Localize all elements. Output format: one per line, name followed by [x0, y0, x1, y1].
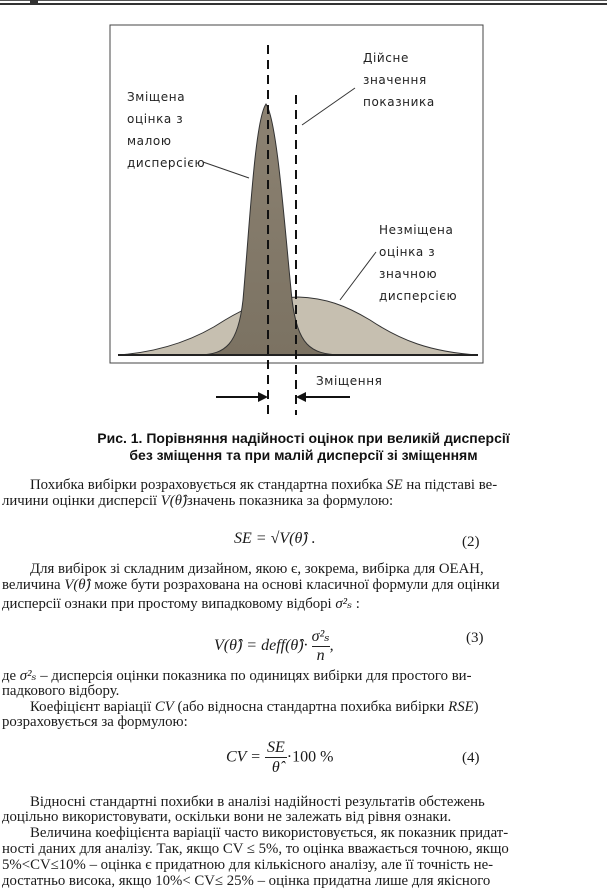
paragraph-4-line-1: Коефіцієнт варіації CV (або відносна стандартна похибка вибірки RSE) — [30, 699, 479, 715]
equation-2-number: (2) — [462, 534, 480, 550]
label-unbiased-estimate: Незміщена оцінка з значною дисперсією — [379, 223, 458, 303]
paragraph-2-line-1: Для вибірок зі складним дизайном, якою є, зокрема, вибірка для ОЕАН, — [30, 561, 484, 577]
figure-svg — [0, 0, 607, 420]
paragraph-5-line-1: Відносні стандартні похибки в аналізі надійності результатів обстежень — [30, 794, 485, 810]
paragraph-5-line-2: доцільно використовувати, оскільки вони не залежать від рівня ознаки. — [2, 809, 452, 825]
paragraph-6-line-2: ності даних для аналізу. Так, якщо CV ≤ 5%, то оцінка вважається точною, якщо — [2, 841, 509, 857]
label-true-value: Дійсне значення показника — [363, 51, 435, 109]
paragraph-1-line-1: Похибка вибірки розраховується як стандартна похибка SE на підставі ве- — [30, 477, 498, 493]
paragraph-1-line-2: личини оцінки дисперсії V(θ̂)значень показника за формулою: — [2, 493, 394, 509]
pointer-biased — [203, 162, 249, 178]
label-bias: Зміщення — [316, 374, 383, 388]
equation-4-number: (4) — [462, 750, 480, 766]
paragraph-2-line-2: величина V(θ̂) може бути розрахована на основі класичної формули для оцінки — [2, 577, 500, 593]
pointer-unbiased — [340, 252, 376, 300]
equation-4: CV = $\frac{SE}{\thetâ}$ ·100 % — [226, 739, 334, 776]
figure-caption-line-1: Рис. 1. Порівняння надійності оцінок при великій дисперсії — [97, 430, 510, 446]
paragraph-4-line-2: розраховується за формулою: — [2, 714, 188, 730]
paragraph-2-line-3: дисперсії ознаки при простому випадковому відборі σ²ₛ : — [2, 596, 360, 612]
paragraph-3-line-2: падкового відбору. — [2, 683, 120, 699]
label-biased-estimate: Зміщена оцінка з малою дисперсією — [127, 90, 206, 170]
paragraph-3-line-1: де σ²ₛ – дисперсія оцінки показника по одиницях вибірки для простого ви- — [2, 668, 472, 684]
equation-3-number: (3) — [466, 630, 484, 646]
paragraph-6-line-1: Величина коефіцієнта варіації часто використовується, як показник придат- — [30, 825, 509, 841]
paragraph-6-line-3: 5%<CV≤10% – оцінка є придатною для кількісного аналізу, але її точність не- — [2, 857, 494, 873]
pointer-true — [302, 88, 355, 125]
figure-caption-line-2: без зміщення та при малій дисперсії зі зміщенням — [129, 447, 478, 463]
equation-3: V(θ̂) = deff(θ̂)· $\frac{\text{σ²ₛ}}{n}$ , — [214, 628, 334, 664]
distribution-figure — [0, 0, 607, 420]
paragraph-6-line-4: достатньо висока, якщо 10%< CV≤ 25% – оцінка придатна лише для якісного — [2, 873, 491, 889]
equation-2: SE = √V(θ̂) . — [234, 530, 316, 547]
